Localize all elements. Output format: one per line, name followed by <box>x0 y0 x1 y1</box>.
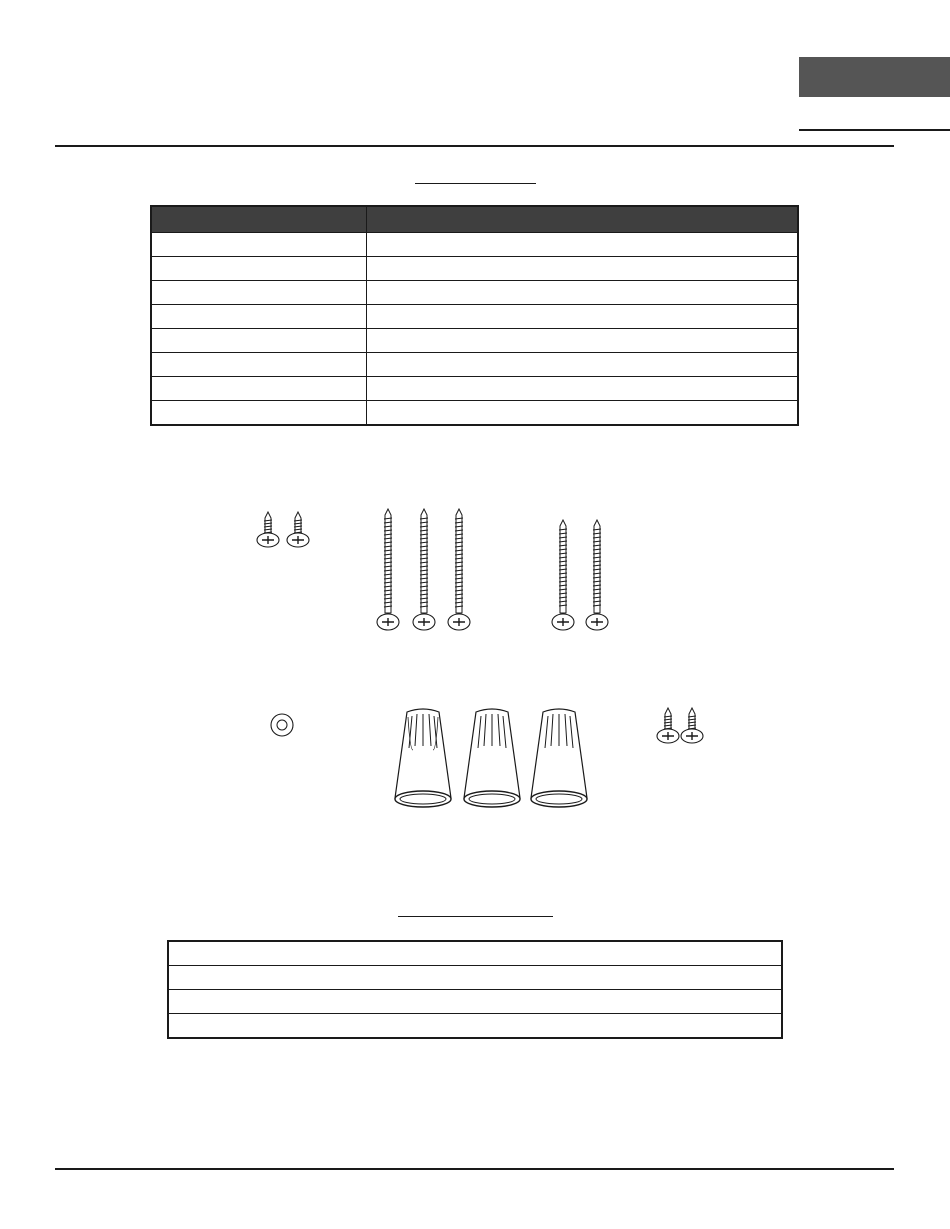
wire-nut-icon <box>464 709 520 807</box>
short-screw-icon <box>257 512 279 547</box>
table-cell <box>168 990 782 1014</box>
wire-nut-icon <box>531 709 587 807</box>
table-row <box>168 990 782 1014</box>
medium-screw-icon <box>552 520 574 630</box>
table-row <box>168 966 782 990</box>
table-row <box>168 941 782 966</box>
table-cell <box>168 1014 782 1039</box>
medium-screw-icon <box>586 520 608 630</box>
extra-table <box>167 940 783 1039</box>
long-screw-icon <box>377 509 399 630</box>
table-cell <box>168 966 782 990</box>
long-screw-icon <box>413 509 435 630</box>
short-screw-icon <box>657 708 679 743</box>
footer-divider <box>55 1168 894 1170</box>
washer-icon <box>271 714 293 736</box>
table-row <box>168 1014 782 1039</box>
long-screw-icon <box>448 509 470 630</box>
short-screw-icon <box>287 512 309 547</box>
wire-nut-icon <box>395 709 451 807</box>
short-screw-icon <box>681 708 703 743</box>
extra-heading-underline <box>398 916 553 917</box>
table-cell <box>168 941 782 966</box>
